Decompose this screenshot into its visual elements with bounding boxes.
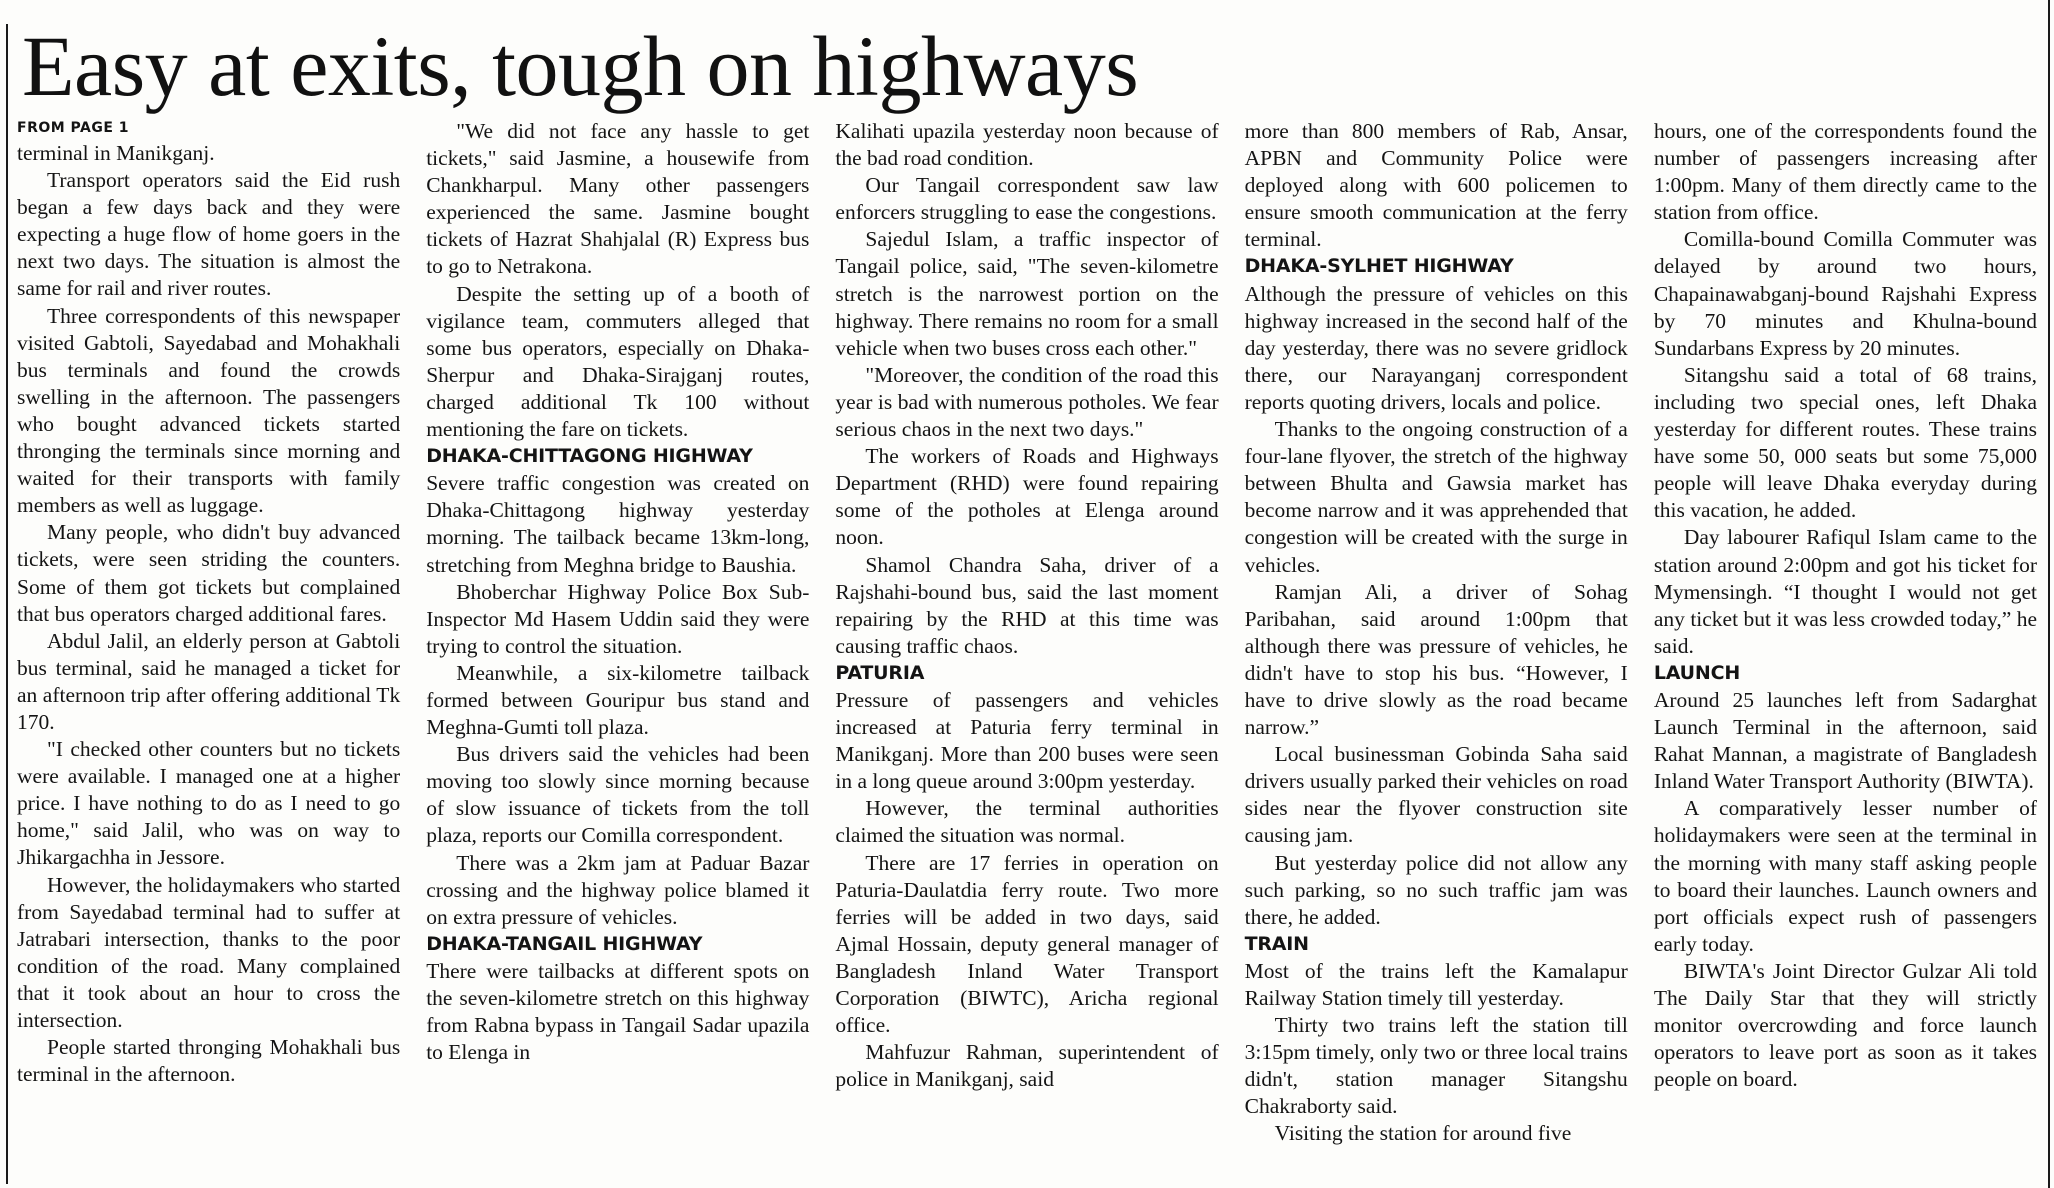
body-paragraph: Many people, who didn't buy advanced tickets, were seen striding the counters. Some of them got tickets but complained that bus operators charged additional fares.	[17, 520, 401, 626]
right-edge-rule	[2048, 0, 2050, 1188]
body-paragraph: Kalihati upazila yesterday noon because of the bad road condition.	[835, 119, 1219, 171]
body-paragraph: However, the terminal authorities claimed the situation was normal.	[835, 796, 1219, 848]
body-paragraph: Shamol Chandra Saha, driver of a Rajshahi-bound bus, said the last moment repairing by the RHD at this time was causing traffic chaos.	[835, 552, 1219, 658]
column-3	[835, 118, 1218, 1188]
left-column-rule	[6, 24, 8, 1184]
section-subhead: DHAKA-CHITTAGONG HIGHWAY	[426, 445, 753, 468]
body-paragraph: Although the pressure of vehicles on this highway increased in the second half of the day yesterday, there was no severe gridlock there, our Narayanganj correspondent reports quoting drivers, locals and police.	[1244, 281, 1628, 414]
body-paragraph: People started thronging Mohakhali bus terminal in the afternoon.	[17, 1035, 401, 1087]
body-paragraph: There are 17 ferries in operation on Paturia-Daulatdia ferry route. Two more ferries will be added in two days, said Ajmal Hossain, deputy general manager of Bangladesh Inland Water Transport Corporation (BIWTC), Aricha regional office.	[835, 850, 1219, 1038]
body-paragraph: Our Tangail correspondent saw law enforcers struggling to ease the congestions.	[835, 173, 1219, 225]
body-paragraph: terminal in Manikganj.	[17, 141, 215, 165]
body-paragraph: Meanwhile, a six-kilometre tailback formed between Gouripur bus stand and Meghna-Gumti toll plaza.	[426, 660, 810, 740]
body-paragraph: Sajedul Islam, a traffic inspector of Tangail police, said, "The seven-kilometre stretch is the narrowest portion on the highway. There remains no room for a small vehicle when two buses cross each other."	[835, 227, 1219, 360]
body-paragraph: Sitangshu said a total of 68 trains, including two special ones, left Dhaka yesterday for different routes. These trains have some 50, 000 seats but some 75,000 people will leave Dhaka everyday during this vacation, he added.	[1653, 362, 2037, 523]
body-paragraph: Thirty two trains left the station till 3:15pm timely, only two or three local trains didn't, station manager Sitangshu Chakraborty said.	[1244, 1013, 1628, 1119]
column-2	[426, 118, 809, 1188]
body-paragraph: A comparatively lesser number of holidaymakers were seen at the terminal in the morning with many staff asking people to board their launches. Launch owners and port officials expect rush of passengers early today.	[1653, 796, 2037, 956]
body-paragraph: Ramjan Ali, a driver of Sohag Paribahan, said around 1:00pm that although there was pressure of vehicles, he didn't have to stop his bus. “However, I have to drive slowly as the road became narrow.”	[1244, 579, 1628, 740]
body-paragraph: Severe traffic congestion was created on Dhaka-Chittagong highway yesterday morning. The tailback became 13km-long, stretching from Meghna bridge to Baushia.	[426, 471, 810, 577]
article-headline: Easy at exits, tough on highways	[22, 18, 1139, 114]
body-paragraph: more than 800 members of Rab, Ansar, APBN and Community Police were deployed along with 600 policemen to ensure smooth communication at the ferry terminal.	[1244, 119, 1628, 252]
column-1	[17, 118, 400, 1188]
body-paragraph: Comilla-bound Comilla Commuter was delayed by around two hours, Chapainawabganj-bound Rajshahi Express by 70 minutes and Khulna-bound Sundarbans Express by 20 minutes.	[1653, 227, 2037, 360]
section-subhead: LAUNCH	[1653, 661, 1741, 684]
body-paragraph: Local businessman Gobinda Saha said drivers usually parked their vehicles on road sides near the flyover construction site causing jam.	[1244, 742, 1628, 848]
body-paragraph: BIWTA's Joint Director Gulzar Ali told The Daily Star that they will strictly monitor overcrowding and force launch operators to leave port as soon as it takes people on board.	[1653, 958, 2037, 1092]
body-paragraph: "We did not face any hassle to get tickets," said Jasmine, a housewife from Chankharpul. Many other passengers experienced the same. Jasmine bought tickets of Hazrat Shahjalal (R) Express bus to go to Netrakona.	[426, 119, 810, 279]
jump-line: FROM PAGE 1	[17, 120, 130, 136]
column-4	[1245, 118, 1628, 1188]
body-paragraph: There were tailbacks at different spots on the seven-kilometre stretch on this highway from Rabna bypass in Tangail Sadar upazila to Elenga in	[426, 958, 810, 1065]
body-paragraph: Most of the trains left the Kamalapur Railway Station timely till yesterday.	[1244, 958, 1628, 1010]
body-paragraph: Bus drivers said the vehicles had been moving too slowly since morning because of slow issuance of tickets from the toll plaza, reports our Comilla correspondent.	[426, 742, 810, 848]
body-paragraph: But yesterday police did not allow any such parking, so no such traffic jam was there, he added.	[1244, 850, 1628, 929]
body-paragraph: Transport operators said the Eid rush began a few days back and they were expecting a huge flow of home goers in the next two days. The situation is almost the same for rail and river routes.	[17, 168, 401, 301]
body-paragraph: The workers of Roads and Highways Department (RHD) were found repairing some of the potholes at Elenga around noon.	[835, 444, 1219, 550]
body-paragraph: Visiting the station for around five	[1274, 1121, 1572, 1146]
body-paragraph: "Moreover, the condition of the road this year is bad with numerous potholes. We fear serious chaos in the next two days."	[835, 362, 1219, 442]
body-paragraph: "I checked other counters but no tickets were available. I managed one at a higher price. I have nothing to do as I need to go home," said Jalil, who was on way to Jhikargachha in Jessore.	[17, 737, 401, 870]
section-subhead: TRAIN	[1244, 932, 1309, 955]
article-body	[17, 118, 2037, 1188]
body-paragraph: Despite the setting up of a booth of vigilance team, commuters alleged that some bus operators, especially on Dhaka-Sherpur and Dhaka-Sirajganj routes, charged additional Tk 100 without mentioning the fare on tickets.	[426, 281, 810, 442]
body-paragraph: There was a 2km jam at Paduar Bazar crossing and the highway police blamed it on extra pressure of vehicles.	[426, 850, 810, 929]
column-5	[1654, 118, 2037, 1188]
section-subhead: DHAKA-SYLHET HIGHWAY	[1244, 255, 1514, 278]
body-paragraph: Bhoberchar Highway Police Box Sub-Inspector Md Hasem Uddin said they were trying to control the situation.	[426, 579, 810, 658]
body-paragraph: hours, one of the correspondents found the number of passengers increasing after 1:00pm. Many of them directly came to the station from office.	[1653, 119, 2037, 225]
body-paragraph: However, the holidaymakers who started from Sayedabad terminal had to suffer at Jatrabari intersection, thanks to the poor condition of the road. Many complained that it took about an hour to cross the intersection.	[17, 872, 401, 1032]
body-paragraph: Abdul Jalil, an elderly person at Gabtoli bus terminal, said he managed a ticket for an afternoon trip after offering additional Tk 170.	[17, 628, 401, 734]
body-paragraph: Pressure of passengers and vehicles increased at Paturia ferry terminal in Manikganj. More than 200 buses were seen in a long queue around 3:00pm yesterday.	[835, 687, 1219, 794]
body-paragraph: Thanks to the ongoing construction of a four-lane flyover, the stretch of the highway between Bhulta and Gawsia market has become narrow and it was apprehended that congestion will be created with the surge in vehicles.	[1244, 417, 1628, 577]
body-paragraph: Three correspondents of this newspaper visited Gabtoli, Sayedabad and Mohakhali bus terminals and found the crowds swelling in the afternoon. The passengers who bought advanced tickets started thronging the terminals since morning and waited for their transports with family members as well as luggage.	[17, 303, 401, 518]
body-paragraph: Around 25 launches left from Sadarghat Launch Terminal in the afternoon, said Rahat Mannan, a magistrate of Bangladesh Inland Water Transport Authority (BIWTA).	[1653, 687, 2037, 794]
body-paragraph: Mahfuzur Rahman, superintendent of police in Manikganj, said	[835, 1040, 1219, 1092]
section-subhead: PATURIA	[835, 661, 925, 684]
section-subhead: DHAKA-TANGAIL HIGHWAY	[426, 932, 703, 955]
body-paragraph: Day labourer Rafiqul Islam came to the station around 2:00pm and got his ticket for Mymensingh. “I thought I would not get any ticket but it was less crowded today,” he said.	[1653, 525, 2037, 658]
